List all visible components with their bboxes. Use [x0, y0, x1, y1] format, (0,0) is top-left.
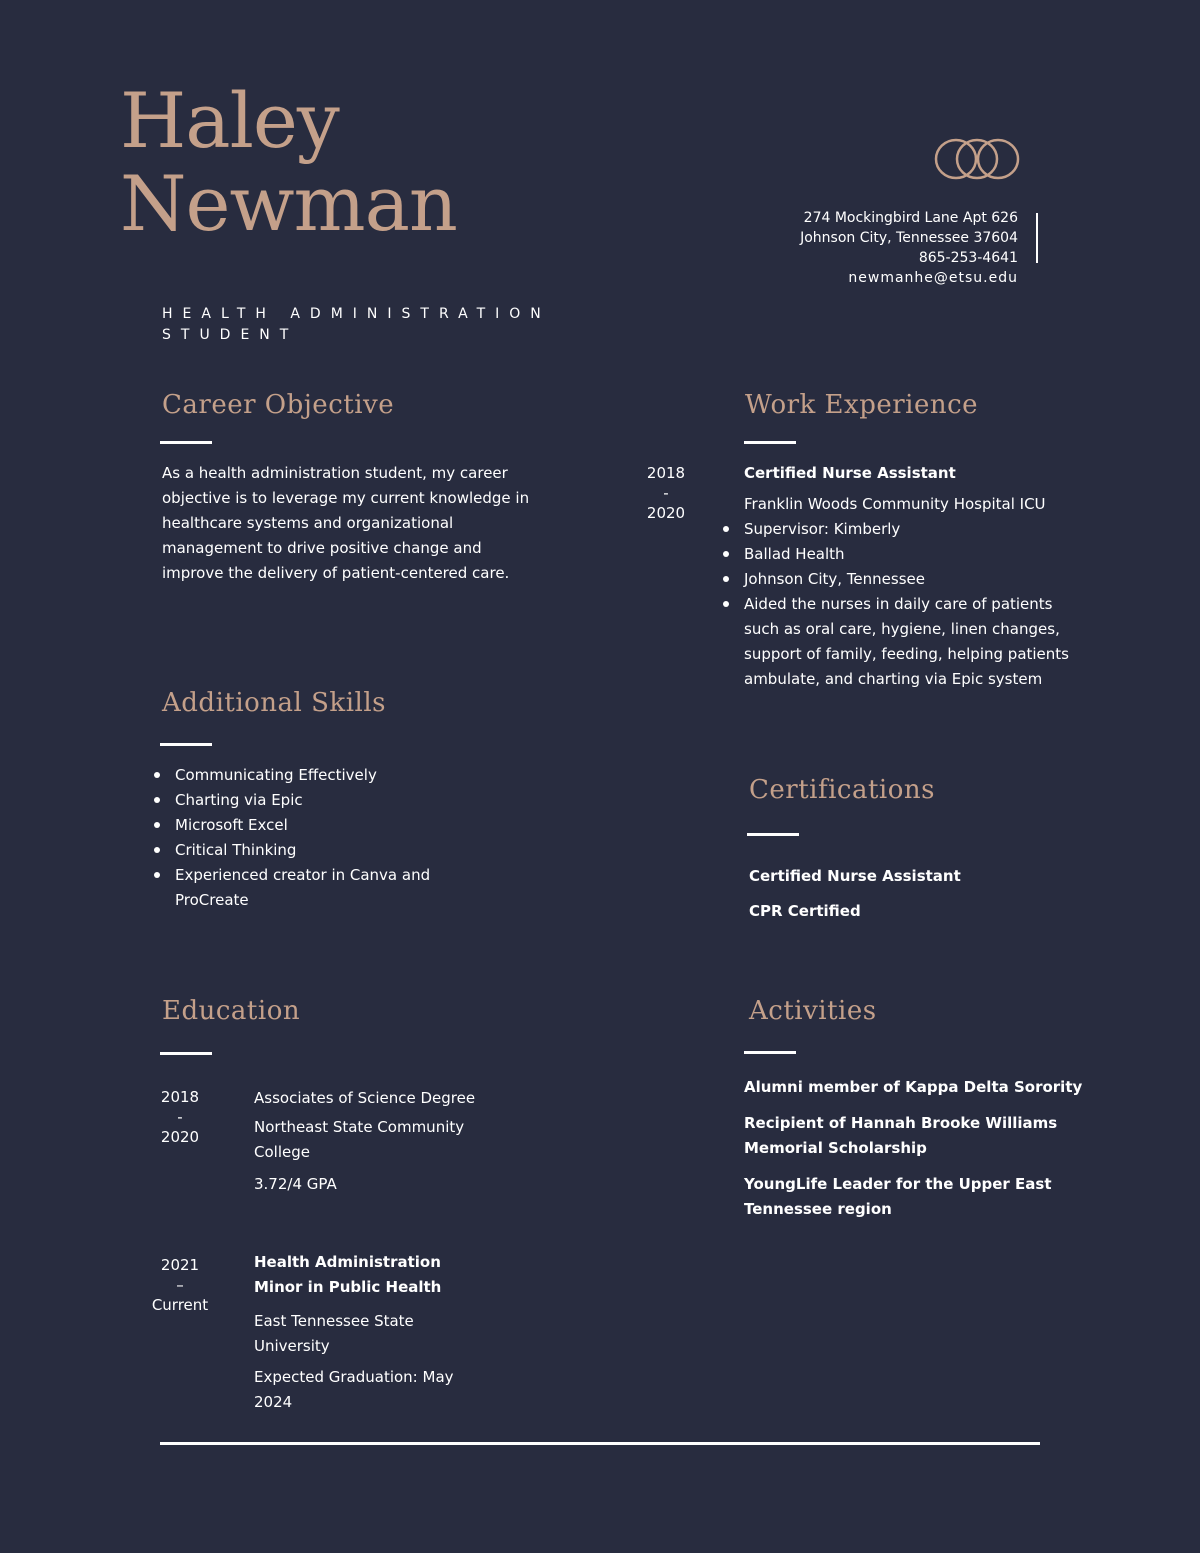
education-school: East Tennessee State University	[254, 1312, 414, 1355]
career-objective-line: healthcare systems and organizational	[162, 514, 454, 532]
activity-item: Alumni member of Kappa Delta Sorority	[744, 1078, 1083, 1096]
job-subtitle	[162, 304, 551, 346]
certification-item: Certified Nurse Assistant	[749, 867, 961, 885]
education-degree: Associates of Science Degree	[254, 1089, 476, 1107]
interlocking-rings-icon	[932, 138, 1022, 182]
education-entry-1	[254, 1086, 514, 1197]
education-degree: Health Administration Minor in Public Health	[254, 1253, 442, 1296]
work-bullet: Ballad Health	[744, 542, 1074, 567]
job-subtitle-line1: HEALTH ADMINISTRATION	[162, 306, 551, 322]
activity-item: Recipient of Hannah Brooke Williams Memorial Scholarship	[744, 1114, 1058, 1157]
career-objective-heading: Career Objective	[162, 390, 395, 420]
skills-rule	[160, 743, 212, 746]
work-years	[631, 463, 701, 523]
career-objective-rule	[160, 441, 212, 444]
contact-email[interactable]: newmanhe@etsu.edu	[848, 270, 1018, 286]
activities-rule	[744, 1051, 796, 1054]
work-employer: Franklin Woods Community Hospital ICU	[744, 495, 1046, 513]
work-year-sep: -	[663, 484, 669, 502]
education-year-start: 2021	[160, 1256, 200, 1274]
skill-item: Communicating Effectively	[175, 763, 485, 788]
skill-item: Experienced creator in Canva and ProCreate	[175, 863, 485, 913]
career-objective-line: management to drive positive change and	[162, 539, 482, 557]
work-year-end: 2020	[646, 504, 686, 522]
education-year-sep: –	[176, 1276, 184, 1294]
work-heading: Work Experience	[745, 390, 979, 420]
education-years-1	[140, 1087, 220, 1147]
work-rule	[744, 441, 796, 444]
work-entry	[744, 461, 1074, 692]
education-year-sep: -	[177, 1108, 183, 1126]
certification-item: CPR Certified	[749, 902, 861, 920]
education-year-start: 2018	[160, 1088, 200, 1106]
skill-item: Critical Thinking	[175, 838, 485, 863]
work-bullets	[744, 517, 1074, 692]
work-year-start: 2018	[646, 464, 686, 482]
work-bullet: Aided the nurses in daily care of patients such as oral care, hygiene, linen changes, support of family, feeding, helping patients ambulate, and charting via Epic system	[744, 592, 1074, 692]
contact-block	[698, 208, 1018, 288]
education-school: Northeast State Community College	[254, 1118, 465, 1161]
education-rule	[160, 1052, 212, 1055]
education-detail: Expected Graduation: May 2024	[254, 1368, 454, 1411]
work-bullet: Supervisor: Kimberly	[744, 517, 1074, 542]
job-subtitle-line2: STUDENT	[162, 327, 299, 343]
contact-address-line2: Johnson City, Tennessee 37604	[800, 230, 1018, 246]
career-objective-text	[162, 461, 612, 586]
education-entry-2	[254, 1250, 494, 1415]
activity-item: YoungLife Leader for the Upper East Tennessee region	[744, 1175, 1052, 1218]
education-heading: Education	[162, 996, 301, 1026]
certifications-heading: Certifications	[749, 775, 935, 805]
education-year-end: Current	[151, 1296, 209, 1314]
contact-address-line1: 274 Mockingbird Lane Apt 626	[803, 210, 1018, 226]
education-year-end: 2020	[160, 1128, 200, 1146]
education-detail: 3.72/4 GPA	[254, 1175, 337, 1193]
activities-heading: Activities	[749, 996, 877, 1026]
contact-phone: 865-253-4641	[918, 250, 1018, 266]
career-objective-line: As a health administration student, my career	[162, 464, 508, 482]
skills-list	[175, 763, 485, 913]
last-name: Newman	[120, 159, 457, 248]
skills-heading: Additional Skills	[162, 688, 386, 718]
skill-item: Microsoft Excel	[175, 813, 485, 838]
education-years-2	[140, 1255, 220, 1315]
career-objective-line: improve the delivery of patient-centered care.	[162, 564, 510, 582]
work-bullet: Johnson City, Tennessee	[744, 567, 1074, 592]
skill-item: Charting via Epic	[175, 788, 485, 813]
certifications-rule	[747, 833, 799, 836]
bottom-divider	[160, 1442, 1040, 1445]
activities-list	[744, 1075, 1084, 1222]
career-objective-line: objective is to leverage my current knowledge in	[162, 489, 530, 507]
first-name: Haley	[120, 76, 339, 165]
work-title: Certified Nurse Assistant	[744, 464, 956, 482]
contact-divider	[1036, 213, 1038, 263]
certifications-list	[749, 864, 1069, 924]
